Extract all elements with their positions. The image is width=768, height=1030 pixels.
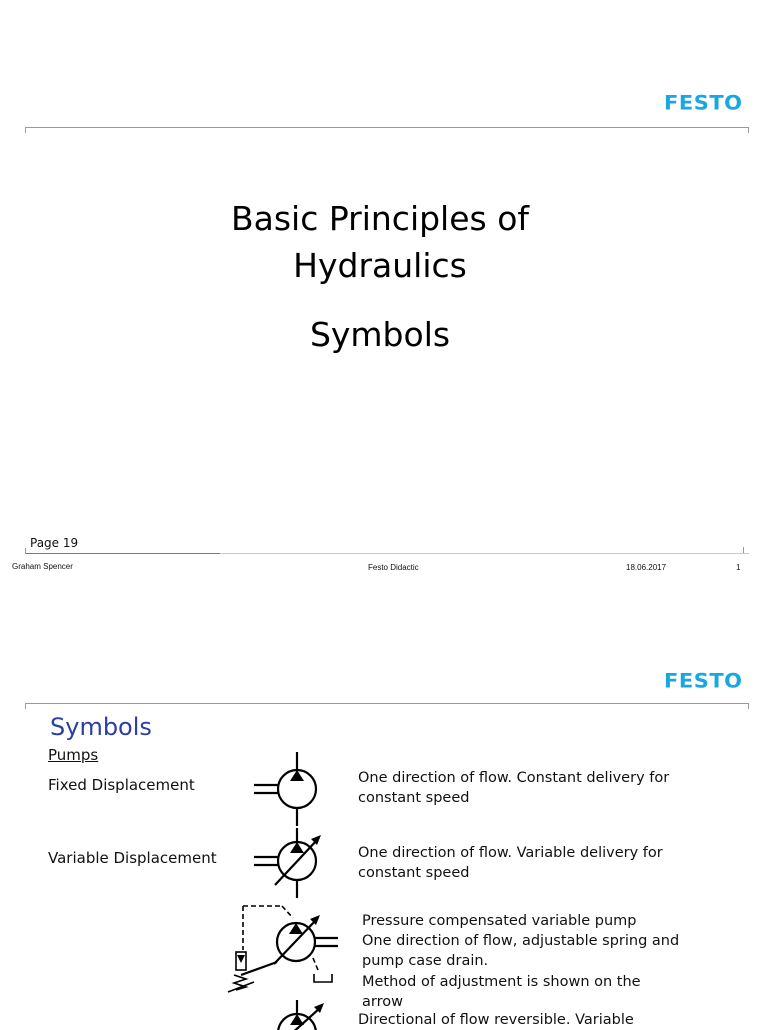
- row-desc-fixed-line1: One direction of flow. Constant delivery for: [358, 770, 670, 786]
- row-desc-variable-line2: constant speed: [358, 865, 470, 881]
- festo-logo: FESTO: [664, 670, 743, 693]
- festo-logo: FESTO: [664, 92, 743, 115]
- row-desc-pc-line1: Pressure compensated variable pump: [362, 913, 637, 929]
- row-desc-pc-line3: pump case drain.: [362, 953, 489, 969]
- slide-title-line2: Hydraulics: [293, 246, 467, 285]
- slide-subtitle: Symbols: [309, 315, 451, 354]
- slide-heading: Symbols: [50, 713, 152, 741]
- row-desc-fixed-line2: constant speed: [358, 790, 470, 806]
- footer-company: Festo Didactic: [368, 563, 419, 572]
- page-label: Page 19: [30, 536, 79, 550]
- row-label-fixed-displacement: Fixed Displacement: [48, 776, 195, 794]
- row-desc-reversible-line1: Directional of flow reversible. Variable: [358, 1012, 634, 1028]
- row-desc-variable-line1: One direction of flow. Variable delivery for: [358, 845, 663, 861]
- row-desc-pc-line4: Method of adjustment is shown on the: [362, 974, 641, 990]
- footer-page-number: 1: [736, 563, 741, 572]
- slide-title-line1: Basic Principles of: [230, 199, 530, 238]
- footer-author: Graham Spencer: [12, 562, 73, 571]
- row-desc-pc-line5: arrow: [362, 994, 403, 1010]
- footer-date: 18.06.2017: [626, 563, 667, 572]
- row-label-variable-displacement: Variable Displacement: [48, 849, 217, 867]
- row-desc-pc-line2: One direction of flow, adjustable spring and: [362, 933, 680, 949]
- section-label: Pumps: [48, 746, 99, 764]
